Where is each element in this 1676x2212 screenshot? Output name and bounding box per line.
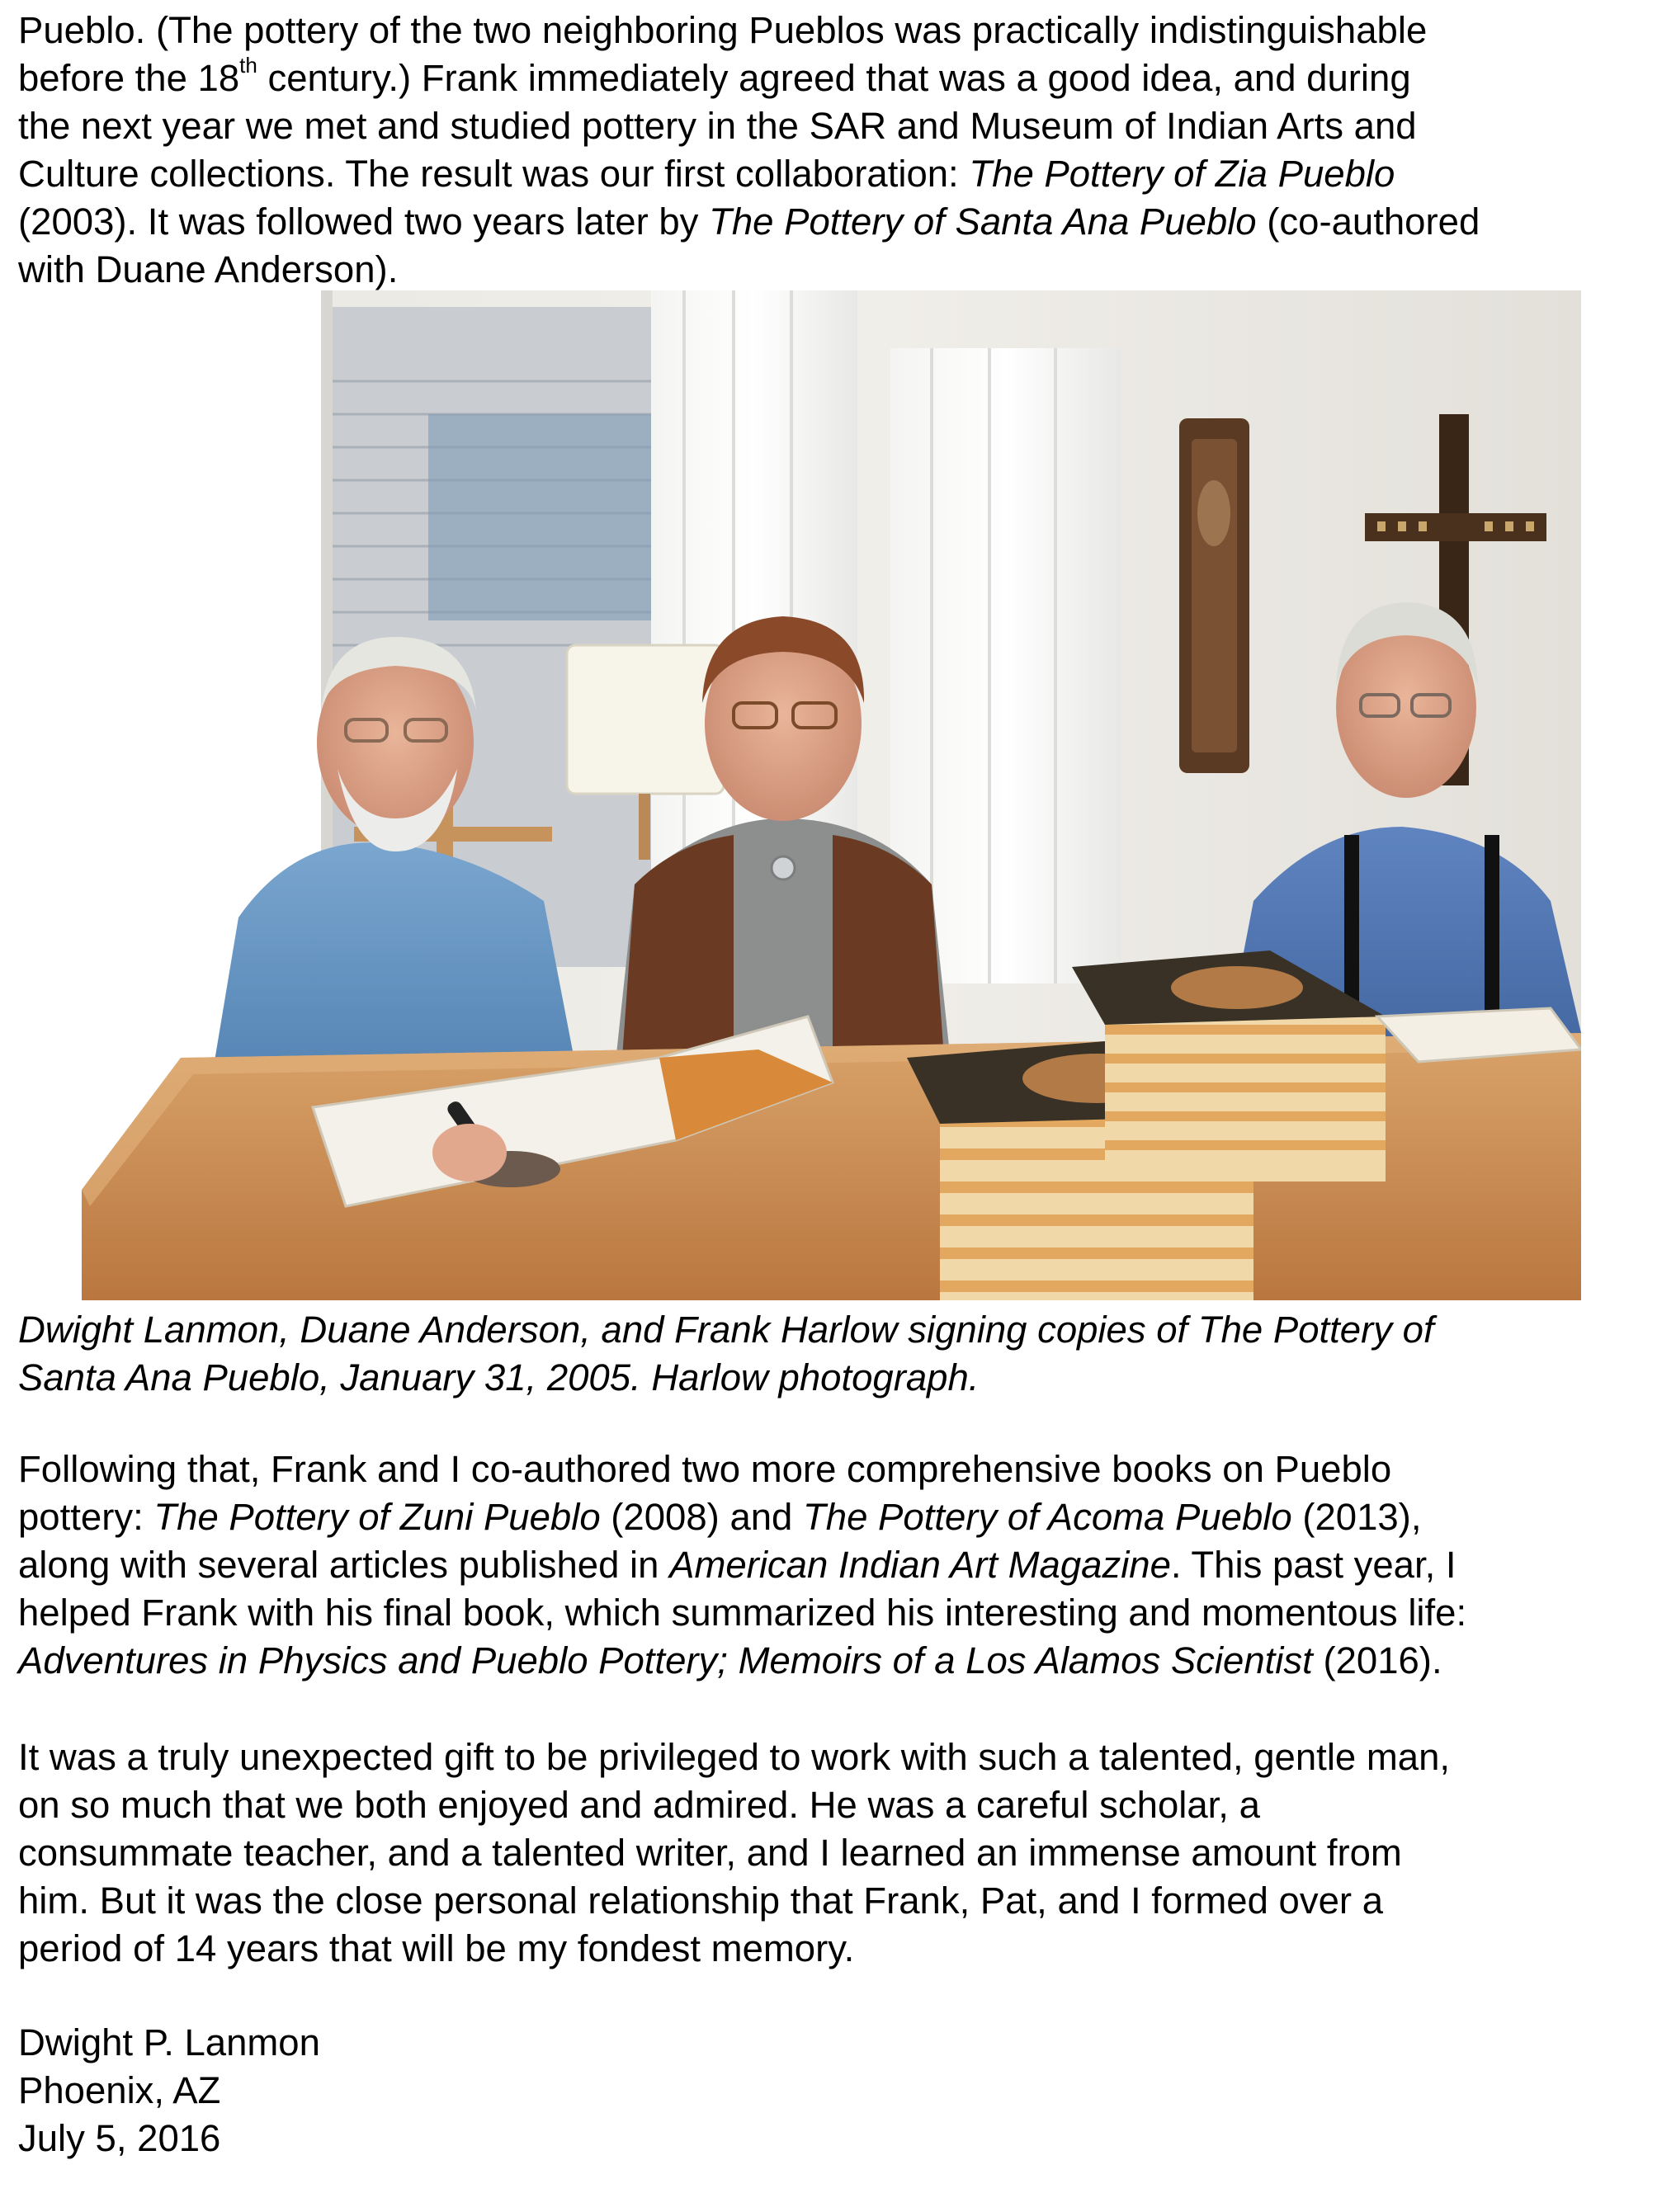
caption-line: Dwight Lanmon, Duane Anderson, and Frank Harlow signing copies of The Pottery of	[18, 1309, 1434, 1351]
signature-date: July 5, 2016	[18, 2117, 221, 2159]
text-line: the next year we met and studied pottery in the SAR and Museum of Indian Arts and	[18, 105, 1417, 147]
text-line: It was a truly unexpected gift to be privileged to work with such a talented, gentle man,	[18, 1736, 1451, 1778]
text-line: before the 18th century.) Frank immediately agreed that was a good idea, and during	[18, 52, 1411, 99]
text-line: Following that, Frank and I co-authored two more comprehensive books on Pueblo	[18, 1448, 1392, 1490]
text-line: Pueblo. (The pottery of the two neighboring Pueblos was practically indistinguishable	[18, 9, 1428, 51]
author-location: Phoenix, AZ	[18, 2069, 221, 2111]
text-line: along with several articles published in American Indian Art Magazine. This past year, I	[18, 1544, 1456, 1586]
paragraph-intro	[18, 7, 1660, 294]
photo-caption	[18, 1306, 1660, 1402]
superscript-th: th	[239, 52, 257, 78]
book-title-acoma: The Pottery of Acoma Pueblo	[803, 1496, 1292, 1538]
paragraph-books	[18, 1446, 1660, 1685]
text-line: (2003). It was followed two years later by The Pottery of Santa Ana Pueblo (co-authored	[18, 200, 1480, 243]
text-line: helped Frank with his final book, which summarized his interesting and momentous life:	[18, 1592, 1467, 1634]
signing-photograph	[82, 290, 1581, 1300]
book-title-santa-ana: The Pottery of Santa Ana Pueblo	[709, 200, 1257, 243]
text-line: him. But it was the close personal relationship that Frank, Pat, and I formed over a	[18, 1879, 1383, 1922]
book-title-memoirs: Adventures in Physics and Pueblo Pottery; Memoirs of a Los Alamos Scientist	[18, 1639, 1313, 1681]
text-line: period of 14 years that will be my fondest memory.	[18, 1927, 855, 1969]
book-title-zia: The Pottery of Zia Pueblo	[969, 153, 1395, 195]
text-line: Adventures in Physics and Pueblo Pottery; Memoirs of a Los Alamos Scientist (2016).	[18, 1639, 1442, 1681]
magazine-title: American Indian Art Magazine	[669, 1544, 1171, 1586]
text-line: consummate teacher, and a talented writer, and I learned an immense amount from	[18, 1832, 1402, 1874]
caption-line: Santa Ana Pueblo, January 31, 2005. Harlow photograph.	[18, 1356, 980, 1398]
signature-block	[18, 2019, 1660, 2162]
text-line: pottery: The Pottery of Zuni Pueblo (2008) and The Pottery of Acoma Pueblo (2013),	[18, 1496, 1422, 1538]
author-name: Dwight P. Lanmon	[18, 2021, 320, 2063]
paragraph-tribute	[18, 1733, 1660, 1973]
text-line: Culture collections. The result was our first collaboration: The Pottery of Zia Pueblo	[18, 153, 1395, 195]
text-line: on so much that we both enjoyed and admired. He was a careful scholar, a	[18, 1784, 1260, 1826]
text-line: with Duane Anderson).	[18, 248, 399, 290]
book-title-zuni: The Pottery of Zuni Pueblo	[153, 1496, 601, 1538]
